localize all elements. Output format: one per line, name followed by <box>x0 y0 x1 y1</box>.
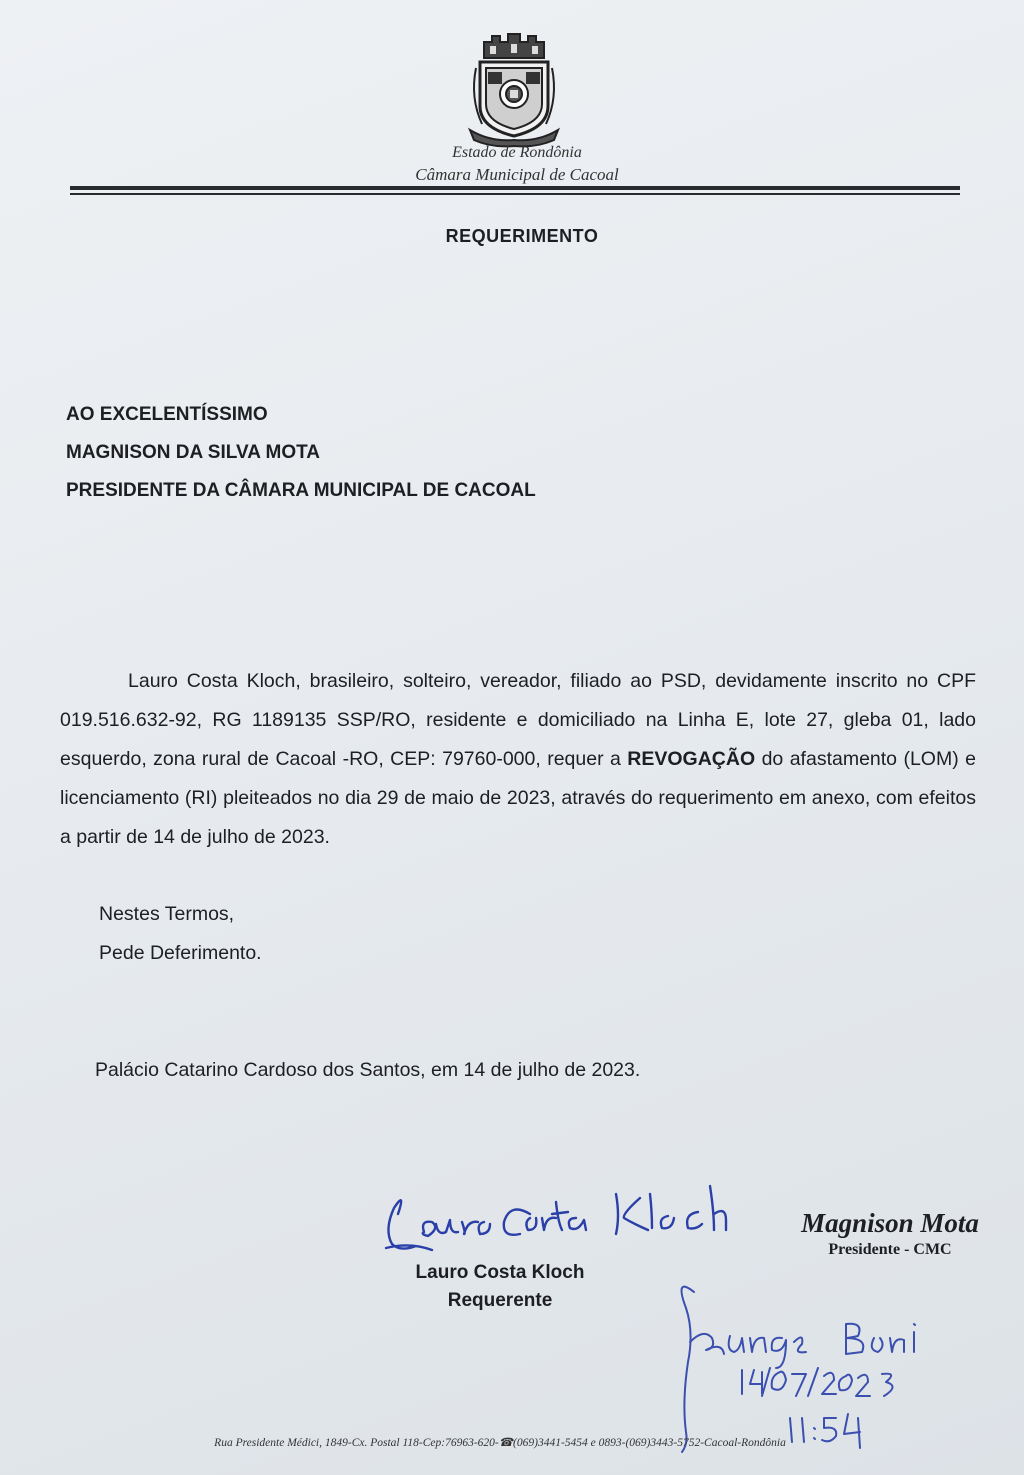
document-title: REQUERIMENTO <box>445 226 599 246</box>
president-stamp-name: Magnison Mota <box>801 1208 979 1238</box>
receipt-handwritten-note <box>664 1272 964 1462</box>
letterhead-state: Estado de Rondônia <box>452 144 582 161</box>
requester-name: Lauro Costa Kloch <box>415 1262 585 1283</box>
closing-line-1: Nestes Termos, <box>99 903 235 925</box>
place-date: Palácio Catarino Cardoso dos Santos, em 14 de julho de 2023. <box>95 1059 641 1081</box>
requester-role: Requerente <box>447 1290 553 1311</box>
request-body-emphasis: REVOGAÇÃO <box>627 748 756 770</box>
addressee-line-3: PRESIDENTE DA CÂMARA MUNICIPAL DE CACOAL <box>66 480 536 501</box>
footer-address: Rua Presidente Médici, 1849-Cx. Postal 118-Cep:76963-620-☎(069)3441-5454 e 0893-(069)3443-5752-Cacoal-Rondônia <box>214 1437 786 1449</box>
header-divider <box>70 186 960 190</box>
letterhead-chamber: Câmara Municipal de Cacoal <box>415 165 619 184</box>
request-body <box>60 662 976 857</box>
president-stamp-title: Presidente - CMC <box>828 1241 952 1258</box>
addressee-line-2: MAGNISON DA SILVA MOTA <box>66 442 321 463</box>
request-body-part-2: do afastamento (LOM) e licenciamento (RI) pleiteados no dia 29 de maio de 2023, através do requerimento em anexo, com efeitos a partir de 14 de julho de 2023. <box>60 748 976 848</box>
header-divider-thin <box>70 193 960 195</box>
request-body-part-1: Lauro Costa Kloch, brasileiro, solteiro, vereador, filiado ao PSD, devidamente inscrito no CPF 019.516.632-92, RG 1189135 SSP/RO, residente e domiciliado na Linha E, lote 27, gleba 01, lado esquerdo, zona rural de Cacoal -RO, CEP: 79760-000, requer a <box>60 670 976 770</box>
requester-handwritten-signature <box>380 1172 750 1262</box>
addressee-line-1: AO EXCELENTÍSSIMO <box>66 404 268 425</box>
closing-line-2: Pede Deferimento. <box>99 942 262 964</box>
coat-of-arms-icon <box>466 28 562 148</box>
